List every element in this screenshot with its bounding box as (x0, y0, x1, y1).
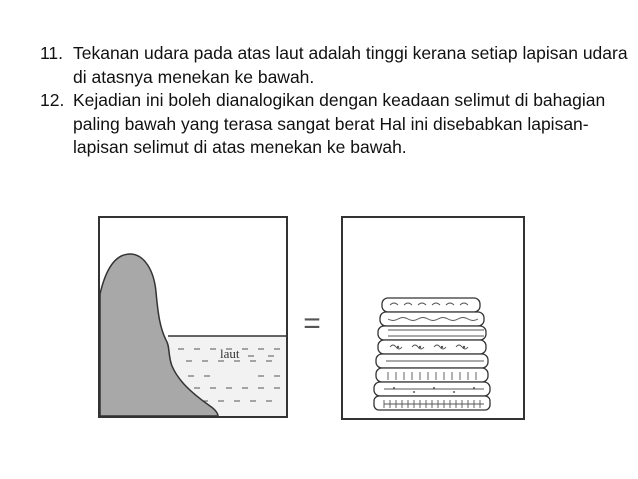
blanket (378, 326, 486, 340)
analogy-illustration (98, 216, 526, 424)
blanket-stack (374, 298, 490, 410)
point-number: 11. (40, 43, 64, 63)
blanket (382, 298, 480, 312)
sea-panel (99, 217, 287, 417)
analogy-figure (98, 216, 526, 424)
point-text: Kejadian ini boleh dianalogikan dengan keadaan selimut di bahagian paling bawah yang terasa sangat berat Hal ini disebabkan lapisan-lapisan selimut di atas menekan ke bawah. (73, 90, 606, 157)
blanket (376, 368, 488, 382)
point-list (40, 42, 630, 160)
point-text: Tekanan udara pada atas laut adalah tinggi kerana setiap lapisan udara di atasnya menekan ke bawah. (73, 43, 628, 87)
equals-sign: = (303, 307, 321, 340)
point-12 (40, 89, 630, 160)
sea-label: laut (220, 346, 240, 361)
blanket (378, 340, 486, 354)
point-number: 12. (40, 90, 65, 110)
point-11 (40, 42, 630, 89)
blanket-panel (342, 217, 524, 419)
